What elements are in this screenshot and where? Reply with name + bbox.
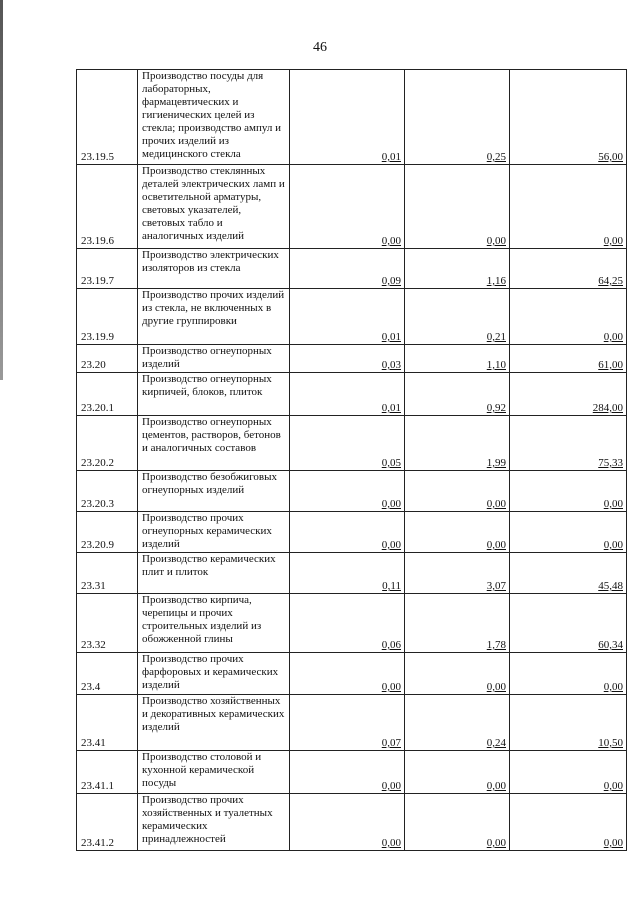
row-activity-name: Производство безобжиговых огнеупорных изделий (142, 471, 278, 496)
row-value-2: 0,00 (486, 681, 506, 693)
row-code-cell (77, 794, 138, 851)
row-value-1: 0,07 (381, 737, 401, 749)
row-code-cell (77, 553, 138, 594)
row-activity-name-cell (138, 373, 290, 416)
row-value-2-cell (405, 794, 510, 851)
row-value-3: 45,48 (598, 580, 623, 592)
row-value-3: 10,50 (598, 737, 623, 749)
row-value-2: 0,00 (486, 539, 506, 551)
row-value-1: 0,03 (381, 359, 401, 371)
row-value-2: 0,00 (486, 235, 506, 247)
row-value-2-cell (405, 512, 510, 553)
row-value-2-cell (405, 751, 510, 794)
row-code-cell (77, 695, 138, 751)
row-code-cell (77, 471, 138, 512)
row-value-2-cell (405, 70, 510, 165)
row-activity-name-cell (138, 345, 290, 373)
row-code-cell (77, 751, 138, 794)
table-row (77, 289, 627, 345)
row-value-1-cell (290, 512, 405, 553)
row-value-2-cell (405, 373, 510, 416)
row-code-cell (77, 373, 138, 416)
row-code: 23.19.9 (81, 331, 114, 343)
table-row (77, 594, 627, 653)
row-code: 23.19.7 (81, 275, 114, 287)
row-value-1: 0,09 (381, 275, 401, 287)
row-value-1: 0,11 (382, 580, 401, 592)
row-value-3-cell (510, 653, 627, 695)
table-row (77, 751, 627, 794)
row-value-2: 0,92 (486, 402, 506, 414)
row-activity-name: Производство огнеупорных цементов, растворов, бетонов и аналогичных составов (142, 416, 281, 454)
row-value-1-cell (290, 471, 405, 512)
row-value-3: 0,00 (603, 498, 623, 510)
table-row (77, 794, 627, 851)
row-code: 23.41.2 (81, 837, 114, 849)
row-value-2-cell (405, 345, 510, 373)
row-activity-name-cell (138, 416, 290, 471)
row-value-1: 0,01 (381, 402, 401, 414)
row-activity-name-cell (138, 249, 290, 289)
row-value-3-cell (510, 695, 627, 751)
row-activity-name: Производство огнеупорных изделий (142, 345, 272, 370)
table-row (77, 373, 627, 416)
row-value-1: 0,00 (381, 498, 401, 510)
row-value-3: 0,00 (603, 235, 623, 247)
row-value-1: 0,01 (381, 151, 401, 163)
row-value-1-cell (290, 695, 405, 751)
row-code-cell (77, 594, 138, 653)
table-row (77, 416, 627, 471)
row-value-2: 1,10 (486, 359, 506, 371)
row-value-2-cell (405, 594, 510, 653)
row-value-1-cell (290, 416, 405, 471)
row-code-cell (77, 653, 138, 695)
row-code-cell (77, 345, 138, 373)
row-value-2-cell (405, 416, 510, 471)
row-value-1-cell (290, 553, 405, 594)
table-row (77, 165, 627, 249)
row-value-1-cell (290, 653, 405, 695)
row-activity-name-cell (138, 553, 290, 594)
row-code-cell (77, 165, 138, 249)
row-activity-name: Производство прочих хозяйственных и туалетных керамических принадлежностей (142, 794, 273, 845)
row-value-1: 0,00 (381, 235, 401, 247)
row-value-3: 0,00 (603, 539, 623, 551)
row-value-3: 64,25 (598, 275, 623, 287)
row-value-3-cell (510, 165, 627, 249)
row-value-2: 1,78 (486, 639, 506, 651)
row-code-cell (77, 289, 138, 345)
row-value-3: 0,00 (603, 780, 623, 792)
row-activity-name-cell (138, 695, 290, 751)
row-code: 23.20.3 (81, 498, 114, 510)
row-value-1: 0,00 (381, 539, 401, 551)
table-row (77, 553, 627, 594)
row-value-3-cell (510, 345, 627, 373)
table-row (77, 695, 627, 751)
row-value-3-cell (510, 471, 627, 512)
row-value-3: 0,00 (603, 681, 623, 693)
row-activity-name-cell (138, 289, 290, 345)
row-value-1-cell (290, 345, 405, 373)
row-value-2-cell (405, 553, 510, 594)
row-value-1-cell (290, 70, 405, 165)
table-row (77, 471, 627, 512)
row-value-1: 0,01 (381, 331, 401, 343)
row-value-2-cell (405, 471, 510, 512)
row-activity-name-cell (138, 594, 290, 653)
row-value-3: 0,00 (603, 837, 623, 849)
row-value-2: 3,07 (486, 580, 506, 592)
row-code: 23.19.6 (81, 235, 114, 247)
row-activity-name: Производство керамических плит и плиток (142, 553, 276, 578)
row-value-2: 1,16 (486, 275, 506, 287)
row-activity-name-cell (138, 512, 290, 553)
row-value-1-cell (290, 794, 405, 851)
row-code: 23.20 (81, 359, 106, 371)
scan-edge-mark (0, 0, 3, 380)
row-code: 23.20.1 (81, 402, 114, 414)
row-code: 23.4 (81, 681, 101, 693)
row-value-3: 60,34 (598, 639, 623, 651)
row-code: 23.41 (81, 737, 106, 749)
okved-table (76, 69, 627, 851)
row-code: 23.19.5 (81, 151, 114, 163)
row-value-3-cell (510, 249, 627, 289)
row-code: 23.20.2 (81, 457, 114, 469)
row-activity-name-cell (138, 471, 290, 512)
row-activity-name: Производство огнеупорных кирпичей, блоков, плиток (142, 373, 272, 398)
row-activity-name: Производство хозяйственных и декоративных керамических изделий (142, 695, 285, 733)
row-value-3: 75,33 (598, 457, 623, 469)
row-value-1: 0,05 (381, 457, 401, 469)
row-value-2: 0,25 (486, 151, 506, 163)
row-value-3-cell (510, 289, 627, 345)
row-code: 23.41.1 (81, 780, 114, 792)
row-value-2-cell (405, 653, 510, 695)
row-activity-name: Производство электрических изоляторов из стекла (142, 249, 279, 274)
row-value-2: 0,00 (486, 498, 506, 510)
row-value-1-cell (290, 249, 405, 289)
row-activity-name-cell (138, 70, 290, 165)
row-activity-name-cell (138, 751, 290, 794)
row-value-3: 56,00 (598, 151, 623, 163)
row-activity-name: Производство посуды для лабораторных, фармацевтических и гигиенических целей из стекла; производство ампул и прочих изделий из медицинского стекла (142, 70, 282, 160)
row-value-1-cell (290, 751, 405, 794)
row-value-1: 0,00 (381, 837, 401, 849)
row-activity-name: Производство прочих фарфоровых и керамических изделий (142, 653, 279, 691)
row-value-1: 0,00 (381, 681, 401, 693)
row-value-2-cell (405, 695, 510, 751)
table-row (77, 70, 627, 165)
row-value-2: 0,00 (486, 837, 506, 849)
row-value-2: 1,99 (486, 457, 506, 469)
row-value-2: 0,21 (486, 331, 506, 343)
row-value-2: 0,00 (486, 780, 506, 792)
table-body (77, 70, 627, 851)
row-code-cell (77, 416, 138, 471)
row-activity-name-cell (138, 165, 290, 249)
page-number: 46 (313, 40, 327, 55)
row-code-cell (77, 512, 138, 553)
row-value-1-cell (290, 594, 405, 653)
row-code: 23.31 (81, 580, 106, 592)
row-value-2-cell (405, 165, 510, 249)
row-value-1-cell (290, 165, 405, 249)
row-activity-name: Производство столовой и кухонной керамической посуды (142, 751, 262, 789)
row-code-cell (77, 70, 138, 165)
table-row (77, 249, 627, 289)
row-value-3-cell (510, 751, 627, 794)
row-value-2-cell (405, 289, 510, 345)
row-value-1: 0,06 (381, 639, 401, 651)
row-value-3-cell (510, 512, 627, 553)
row-value-1-cell (290, 289, 405, 345)
row-activity-name: Производство стеклянных деталей электрических ламп и осветительной арматуры, световых указателей, световых табло и аналогичных изделий (142, 165, 285, 242)
row-code-cell (77, 249, 138, 289)
row-activity-name-cell (138, 794, 290, 851)
row-activity-name: Производство кирпича, черепицы и прочих строительных изделий из обожженной глины (142, 594, 262, 645)
row-value-3-cell (510, 553, 627, 594)
table-row (77, 345, 627, 373)
row-code: 23.20.9 (81, 539, 114, 551)
table-row (77, 512, 627, 553)
row-code: 23.32 (81, 639, 106, 651)
row-value-3: 0,00 (603, 331, 623, 343)
row-value-3-cell (510, 594, 627, 653)
row-activity-name: Производство прочих изделий из стекла, не включенных в другие группировки (142, 289, 285, 327)
row-value-3: 284,00 (592, 402, 623, 414)
row-value-3-cell (510, 416, 627, 471)
row-value-3-cell (510, 70, 627, 165)
row-value-2-cell (405, 249, 510, 289)
row-value-2: 0,24 (486, 737, 506, 749)
row-value-1: 0,00 (381, 780, 401, 792)
table-row (77, 653, 627, 695)
row-value-3: 61,00 (598, 359, 623, 371)
row-activity-name: Производство прочих огнеупорных керамических изделий (142, 512, 272, 550)
row-value-3-cell (510, 794, 627, 851)
row-value-3-cell (510, 373, 627, 416)
row-activity-name-cell (138, 653, 290, 695)
row-value-1-cell (290, 373, 405, 416)
